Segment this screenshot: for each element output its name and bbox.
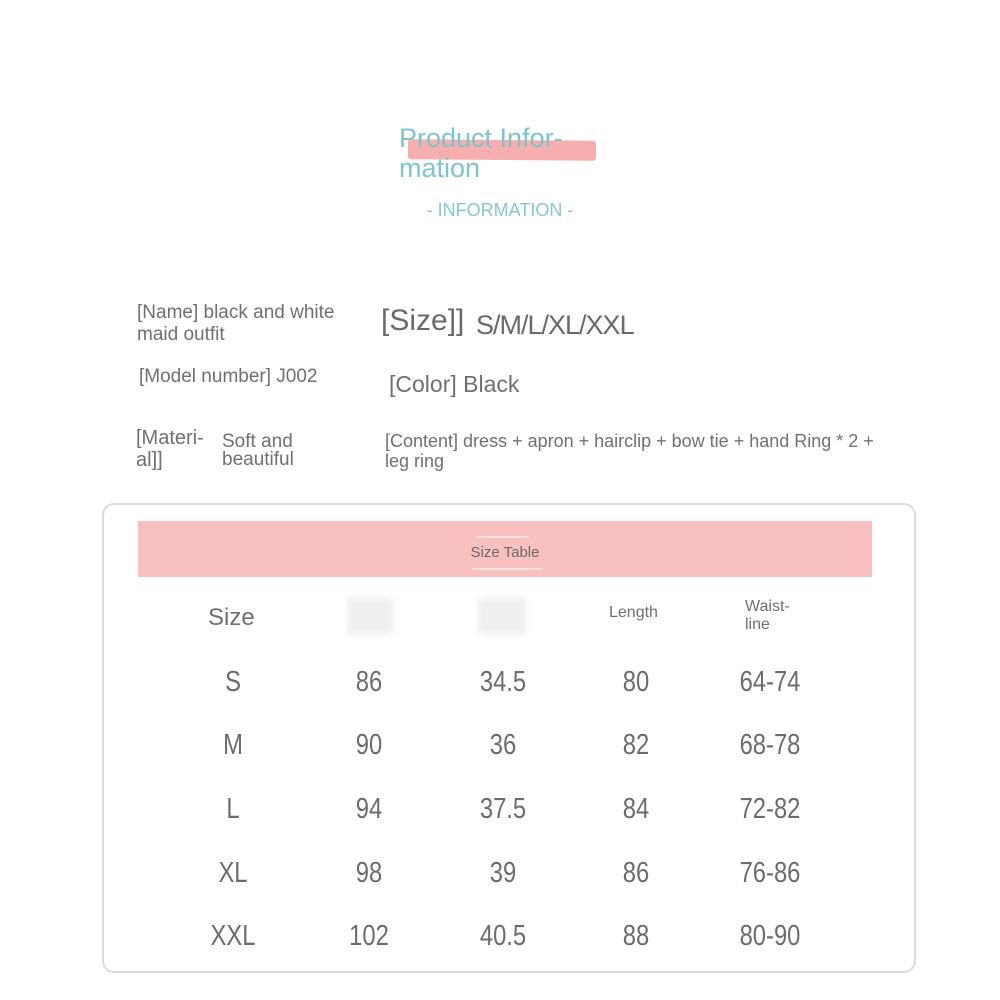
info-name: [Name] black and white maid outfit <box>137 302 335 345</box>
cell-value: 37.5 <box>479 793 527 825</box>
col-header-length: Length <box>609 604 658 621</box>
info-material-value: Soft and beautiful <box>222 431 294 470</box>
info-size-value: S/M/L/XL/XXL <box>476 310 634 340</box>
info-color: [Color] Black <box>389 371 520 397</box>
cell-size: M <box>223 729 243 761</box>
cell-length: 84 <box>622 793 650 825</box>
cell-waistline: 64-74 <box>739 666 801 698</box>
cell-value: 34.5 <box>479 666 527 698</box>
cell-waistline: 72-82 <box>739 793 801 825</box>
col-header-blurred-2 <box>478 598 526 634</box>
cell-value: 36 <box>489 729 517 761</box>
cell-size: S <box>225 666 241 698</box>
page-title-text: Product Infor- mation <box>399 123 563 183</box>
cell-value: 39 <box>489 857 517 889</box>
cell-length: 80 <box>622 666 650 698</box>
info-content: [Content] dress + apron + hairclip + bow tie + hand Ring * 2 + leg ring <box>385 431 874 471</box>
size-table-title: Size Table <box>470 544 540 561</box>
header-deco-line <box>472 568 542 570</box>
col-header-waistline: Waist-line <box>745 598 790 633</box>
cell-value: 94 <box>355 793 383 825</box>
cell-waistline: 68-78 <box>739 729 801 761</box>
cell-length: 86 <box>622 857 650 889</box>
cell-value: 102 <box>349 920 389 952</box>
cell-value: 98 <box>355 857 383 889</box>
col-header-blurred-1 <box>347 598 393 634</box>
info-size-label: [Size]] <box>381 304 465 337</box>
info-model: [Model number] J002 <box>139 366 318 387</box>
cell-length: 82 <box>622 729 650 761</box>
cell-value: 86 <box>355 666 383 698</box>
header-deco-line <box>477 536 529 538</box>
cell-waistline: 80-90 <box>739 920 801 952</box>
page-subtitle: - INFORMATION - <box>426 200 574 220</box>
cell-value: 40.5 <box>479 920 527 952</box>
cell-waistline: 76-86 <box>739 857 801 889</box>
cell-value: 90 <box>355 729 383 761</box>
cell-size: XXL <box>210 920 256 952</box>
cell-size: XL <box>218 857 248 889</box>
info-material-label: [Materi-al]] <box>136 427 204 471</box>
page-title <box>399 123 599 183</box>
col-header-size: Size <box>208 604 255 631</box>
cell-length: 88 <box>622 920 650 952</box>
cell-size: L <box>226 793 240 825</box>
